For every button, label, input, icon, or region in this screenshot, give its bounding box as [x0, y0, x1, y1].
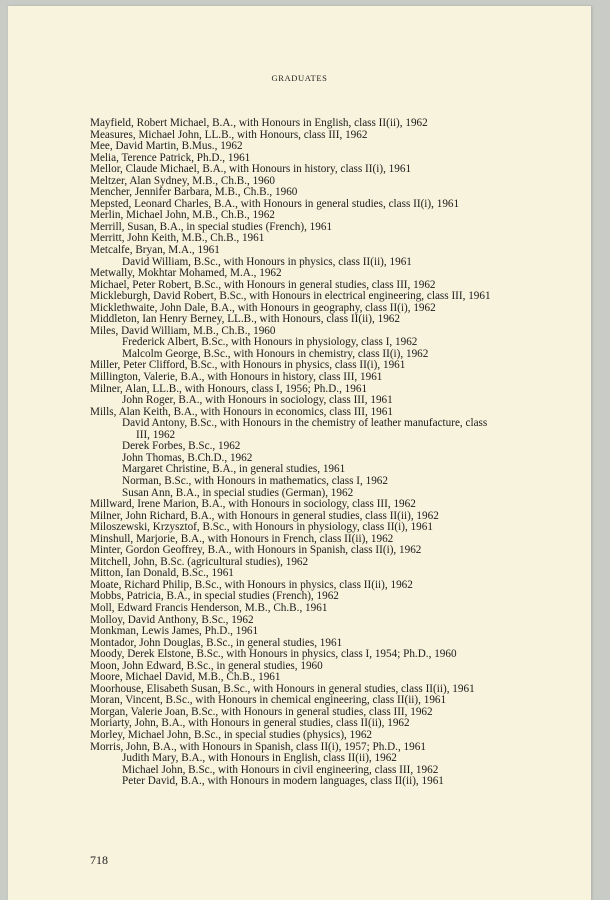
graduate-entry: Meltzer, Alan Sydney, M.B., Ch.B., 1960 — [90, 174, 275, 187]
graduate-entry: Miloszewski, Krzysztof, B.Sc., with Honours in physiology, class II(i), 1961 — [90, 521, 433, 534]
graduate-entry: Mitton, Ian Donald, B.Sc., 1961 — [90, 567, 234, 580]
graduate-sub-entry: John Roger, B.A., with Honours in sociology, class III, 1961 — [122, 394, 393, 407]
graduate-entry: Metcalfe, Bryan, M.A., 1961 — [90, 244, 220, 257]
graduate-entry: Mitchell, John, B.Sc. (agricultural studies), 1962 — [90, 555, 309, 568]
page-number: 718 — [90, 853, 108, 867]
graduate-sub-entry: Michael John, B.Sc., with Honours in civil engineering, class III, 1962 — [122, 763, 439, 776]
graduate-entry: Middleton, Ian Henry Berney, LL.B., with Honours, class II(ii), 1962 — [90, 313, 400, 326]
graduate-sub-entry: Peter David, B.A., with Honours in modern languages, class II(ii), 1961 — [122, 775, 444, 788]
graduate-sub-entry: David Antony, B.Sc., with Honours in the chemistry of leather manufacture, class — [122, 417, 488, 430]
graduate-entry: Merritt, John Keith, M.B., Ch.B., 1961 — [90, 232, 265, 245]
graduate-entry: Moate, Richard Philip, B.Sc., with Honours in physics, class II(ii), 1962 — [90, 578, 413, 591]
graduate-entry: Mayfield, Robert Michael, B.A., with Honours in English, class II(ii), 1962 — [90, 117, 428, 129]
graduate-entry: Morgan, Valerie Joan, B.Sc., with Honours in general studies, class III, 1962 — [90, 705, 433, 718]
graduate-entry: Monkman, Lewis James, Ph.D., 1961 — [90, 625, 259, 638]
graduate-entry: Milner, John Richard, B.A., with Honours in general studies, class II(ii), 1962 — [90, 509, 439, 522]
document-page — [8, 6, 591, 900]
graduate-entry: Michael, Peter Robert, B.Sc., with Honours in general studies, class III, 1962 — [90, 278, 436, 291]
running-head: GRADUATES — [271, 73, 328, 83]
graduate-entry: Measures, Michael John, LL.B., with Honours, class III, 1962 — [90, 128, 368, 141]
graduate-entry: Mencher, Jennifer Barbara, M.B., Ch.B., 1960 — [90, 186, 298, 199]
graduate-entry: Moriarty, John, B.A., with Honours in general studies, class II(ii), 1962 — [90, 717, 410, 730]
graduate-entry: Miles, David William, M.B., Ch.B., 1960 — [90, 324, 276, 337]
graduate-entry: Miller, Peter Clifford, B.Sc., with Honours in physics, class II(i), 1961 — [90, 359, 406, 372]
graduate-entry: Micklethwaite, John Dale, B.A., with Honours in geography, class II(i), 1962 — [90, 301, 436, 314]
graduate-sub-entry: Malcolm George, B.Sc., with Honours in chemistry, class II(i), 1962 — [122, 347, 429, 360]
graduate-entry: Merlin, Michael John, M.B., Ch.B., 1962 — [90, 209, 275, 222]
graduate-entry: Moorhouse, Elisabeth Susan, B.Sc., with Honours in general studies, class II(ii), 1961 — [90, 682, 475, 695]
graduate-sub-entry: David William, B.Sc., with Honours in physics, class II(ii), 1961 — [122, 255, 412, 268]
graduate-entry: Morley, Michael John, B.Sc., in special studies (physics), 1962 — [90, 728, 373, 741]
graduate-entry: Moll, Edward Francis Henderson, M.B., Ch.B., 1961 — [90, 601, 328, 614]
graduate-sub-entry: Frederick Albert, B.Sc., with Honours in physiology, class I, 1962 — [122, 336, 418, 349]
graduate-entry: Morris, John, B.A., with Honours in Spanish, class II(i), 1957; Ph.D., 1961 — [90, 740, 426, 753]
graduate-entry: Merrill, Susan, B.A., in special studies (French), 1961 — [90, 220, 333, 233]
graduate-sub-entry: John Thomas, B.Ch.D., 1962 — [122, 451, 253, 464]
graduate-entry: Millward, Irene Marion, B.A., with Honours in sociology, class III, 1962 — [90, 498, 416, 511]
graduate-entry: Millington, Valerie, B.A., with Honours in history, class III, 1961 — [90, 371, 383, 384]
graduate-entry: Moon, John Edward, B.Sc., in general studies, 1960 — [90, 659, 323, 672]
graduate-entry: Mobbs, Patricia, B.A., in special studies (French), 1962 — [90, 590, 339, 603]
graduate-sub-entry: Susan Ann, B.A., in special studies (German), 1962 — [122, 486, 354, 499]
graduate-entry: Minshull, Marjorie, B.A., with Honours in French, class II(ii), 1962 — [90, 532, 394, 545]
graduate-sub-entry: Judith Mary, B.A., with Honours in English, class II(ii), 1962 — [122, 752, 397, 765]
graduate-entry: Mee, David Martin, B.Mus., 1962 — [90, 140, 243, 153]
graduate-sub-entry: III, 1962 — [136, 428, 176, 441]
graduate-entry: Mepsted, Leonard Charles, B.A., with Honours in general studies, class II(i), 1961 — [90, 197, 460, 210]
graduate-entry: Mellor, Claude Michael, B.A., with Honours in history, class II(i), 1961 — [90, 163, 412, 176]
graduate-entry: Moody, Derek Elstone, B.Sc., with Honours in physics, class I, 1954; Ph.D., 1960 — [90, 648, 457, 661]
graduate-entry: Moore, Michael David, M.B., Ch.B., 1961 — [90, 671, 281, 684]
graduate-entry: Mills, Alan Keith, B.A., with Honours in economics, class III, 1961 — [90, 405, 393, 418]
graduate-entry: Milner, Alan, LL.B., with Honours, class I, 1956; Ph.D., 1961 — [90, 382, 368, 395]
graduates-list — [90, 118, 560, 788]
graduate-entry: Minter, Gordon Geoffrey, B.A., with Honours in Spanish, class II(i), 1962 — [90, 544, 422, 557]
graduate-sub-entry: Margaret Christine, B.A., in general studies, 1961 — [122, 463, 346, 476]
graduate-entry: Montador, John Douglas, B.Sc., in general studies, 1961 — [90, 636, 343, 649]
graduate-sub-entry: Norman, B.Sc., with Honours in mathematics, class I, 1962 — [122, 474, 388, 487]
graduate-entry: Molloy, David Anthony, B.Sc., 1962 — [90, 613, 254, 626]
graduate-entry: Mickleburgh, David Robert, B.Sc., with Honours in electrical engineering, class III, 1961 — [90, 290, 491, 303]
graduate-entry: Moran, Vincent, B.Sc., with Honours in chemical engineering, class II(ii), 1961 — [90, 694, 447, 707]
graduate-entry: Metwally, Mokhtar Mohamed, M.A., 1962 — [90, 267, 282, 280]
graduate-entry: Melia, Terence Patrick, Ph.D., 1961 — [90, 151, 251, 164]
graduate-sub-entry: Derek Forbes, B.Sc., 1962 — [122, 440, 241, 453]
